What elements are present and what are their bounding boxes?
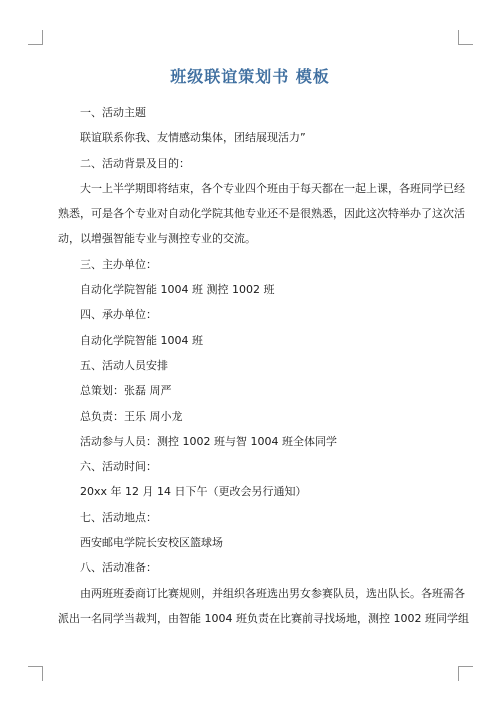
staff-participants: 活动参与人员：测控 1002 班与智 1004 班全体同学 xyxy=(80,434,337,448)
staff-planner: 总策划：张磊 周严 xyxy=(80,384,172,398)
section-heading-location: 七、活动地点： xyxy=(80,510,157,524)
staff-lead: 总负责：王乐 周小龙 xyxy=(80,409,183,423)
organizer-text: 自动化学院智能 1004 班 测控 1002 班 xyxy=(80,283,275,297)
document-title: 班级联谊策划书 模板 xyxy=(170,67,330,86)
section-heading-theme: 一、活动主题 xyxy=(80,106,146,119)
section-heading-staff: 五、活动人员安排 xyxy=(80,358,168,372)
section-heading-organizer: 三、主办单位： xyxy=(80,257,157,271)
document-body xyxy=(58,106,469,637)
crop-mark-bottom-left xyxy=(28,666,43,681)
preparation-line-1: 由两班班委商订比赛规则，并组织各班选出男女参赛队员，选出队长。各班需各 xyxy=(80,586,465,600)
section-heading-preparation: 八、活动准备： xyxy=(80,561,157,575)
location-text: 西安邮电学院长安校区篮球场 xyxy=(80,536,223,550)
section-heading-time: 六、活动时间： xyxy=(80,460,157,474)
background-line-2: 熟悉，可是各个专业对自动化学院其他专业还不是很熟悉，因此这次特举办了这次活 xyxy=(58,207,465,221)
theme-text: 联谊联系你我、友情感动集体，团结展现活力” xyxy=(80,131,306,145)
crop-mark-top-right xyxy=(458,30,473,45)
preparation-line-2: 派出一名同学当裁判，由智能 1004 班负责在比赛前寻找场地，测控 1002 班同学组 xyxy=(58,611,469,625)
background-line-3: 动，以增强智能专业与测控专业的交流。 xyxy=(58,232,256,246)
section-heading-background: 二、活动背景及目的： xyxy=(80,156,190,170)
crop-mark-bottom-right xyxy=(458,666,473,681)
crop-mark-top-left xyxy=(28,30,43,45)
section-heading-host: 四、承办单位： xyxy=(80,308,157,322)
time-text: 20xx 年 12 月 14 日下午（更改会另行通知） xyxy=(80,485,307,499)
host-text: 自动化学院智能 1004 班 xyxy=(80,333,203,347)
background-line-1: 大一上半学期即将结束，各个专业四个班由于每天都在一起上课，各班同学已经 xyxy=(80,181,465,195)
